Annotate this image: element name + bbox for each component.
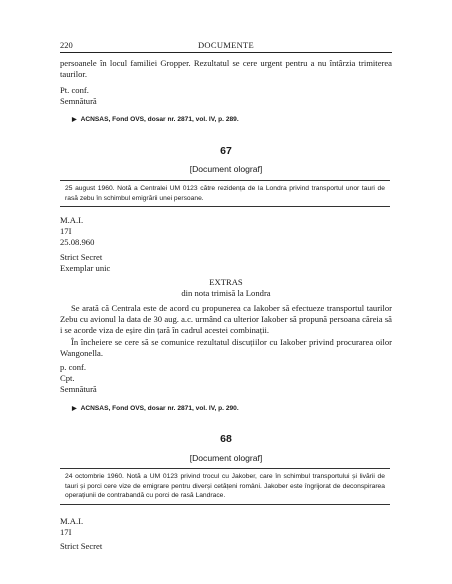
body-paragraph: Se arată că Centrala este de acord cu propunerea ca Iakober să efectueze transportul taurilor Zebu cu avionul la data de 30 aug. a.c. urmând ca ulterior Iakober să propună persoana căreia să i se acorde viza de eșire din țară în cadrul acestei combinații. (60, 303, 392, 336)
meta-line: M.A.I. (60, 215, 84, 225)
meta-line: 17I (60, 226, 72, 237)
triangle-right-icon: ▶ (72, 117, 77, 123)
source-citation-text: ACNSAS, Fond OVS, dosar nr. 2871, vol. IV, p. 289. (80, 116, 239, 123)
classification-line: Strict Secret (60, 541, 103, 551)
signature-line: Cpt. (60, 373, 75, 384)
document-summary-box: 25 august 1960. Notă a Centralei UM 0123 către rezidența de la Londra privind transportul unor tauri de rasă zebu în schimbul emigrării unei persoane. (60, 180, 390, 207)
classification (60, 541, 392, 552)
document-number: 68 (220, 433, 232, 445)
intro-signature (60, 85, 392, 107)
intro-paragraph: persoanele în locul familiei Gropper. Rezultatul se cere urgent pentru a nu întârzia trimiterea taurilor. (60, 58, 392, 80)
body-paragraph: În încheiere se cere să se comunice rezultatul discuțiilor cu Iakober privind procurarea oilor Wangonella. (60, 337, 392, 359)
classification (60, 252, 392, 274)
page-number: 220 (60, 40, 73, 50)
intro-signature-line: Pt. conf. (60, 85, 89, 95)
document-summary-box: 24 octombrie 1960. Notă a UM 0123 privind trocul cu Jakober, care în schimbul transportului și livării de tauri și porci cere vize de emigrare pentru diverși cetățeni români. Jakober este îngrijorat de deconspirarea operațiunii de contrabandă cu porci de rasă Landrace. (60, 468, 390, 505)
meta-line: 25.08.960 (60, 237, 95, 248)
extract-subtitle: din nota trimisă la Londra (181, 288, 271, 298)
running-title: DOCUMENTE (197, 40, 255, 50)
meta-line: M.A.I. (60, 516, 84, 526)
signature-line: p. conf. (60, 362, 87, 372)
document-page (60, 0, 392, 584)
document-meta (60, 215, 392, 249)
extract-title: EXTRAS (209, 277, 243, 287)
intro-signature-line: Semnătură (60, 96, 97, 107)
header-rule (60, 52, 392, 53)
document-type: [Document olograf] (189, 453, 263, 463)
triangle-right-icon: ▶ (72, 406, 77, 412)
source-citation (60, 116, 404, 123)
classification-line: Strict Secret (60, 252, 103, 262)
source-citation-text: ACNSAS, Fond OVS, dosar nr. 2871, vol. IV, p. 290. (80, 405, 239, 412)
classification-line: Exemplar unic (60, 263, 111, 274)
signature-line: Semnătură (60, 384, 97, 395)
meta-line: 17I (60, 527, 72, 538)
document-meta (60, 516, 392, 538)
document-number: 67 (220, 145, 232, 157)
signature-block (60, 362, 392, 396)
document-type: [Document olograf] (189, 164, 263, 174)
source-citation (60, 405, 404, 412)
